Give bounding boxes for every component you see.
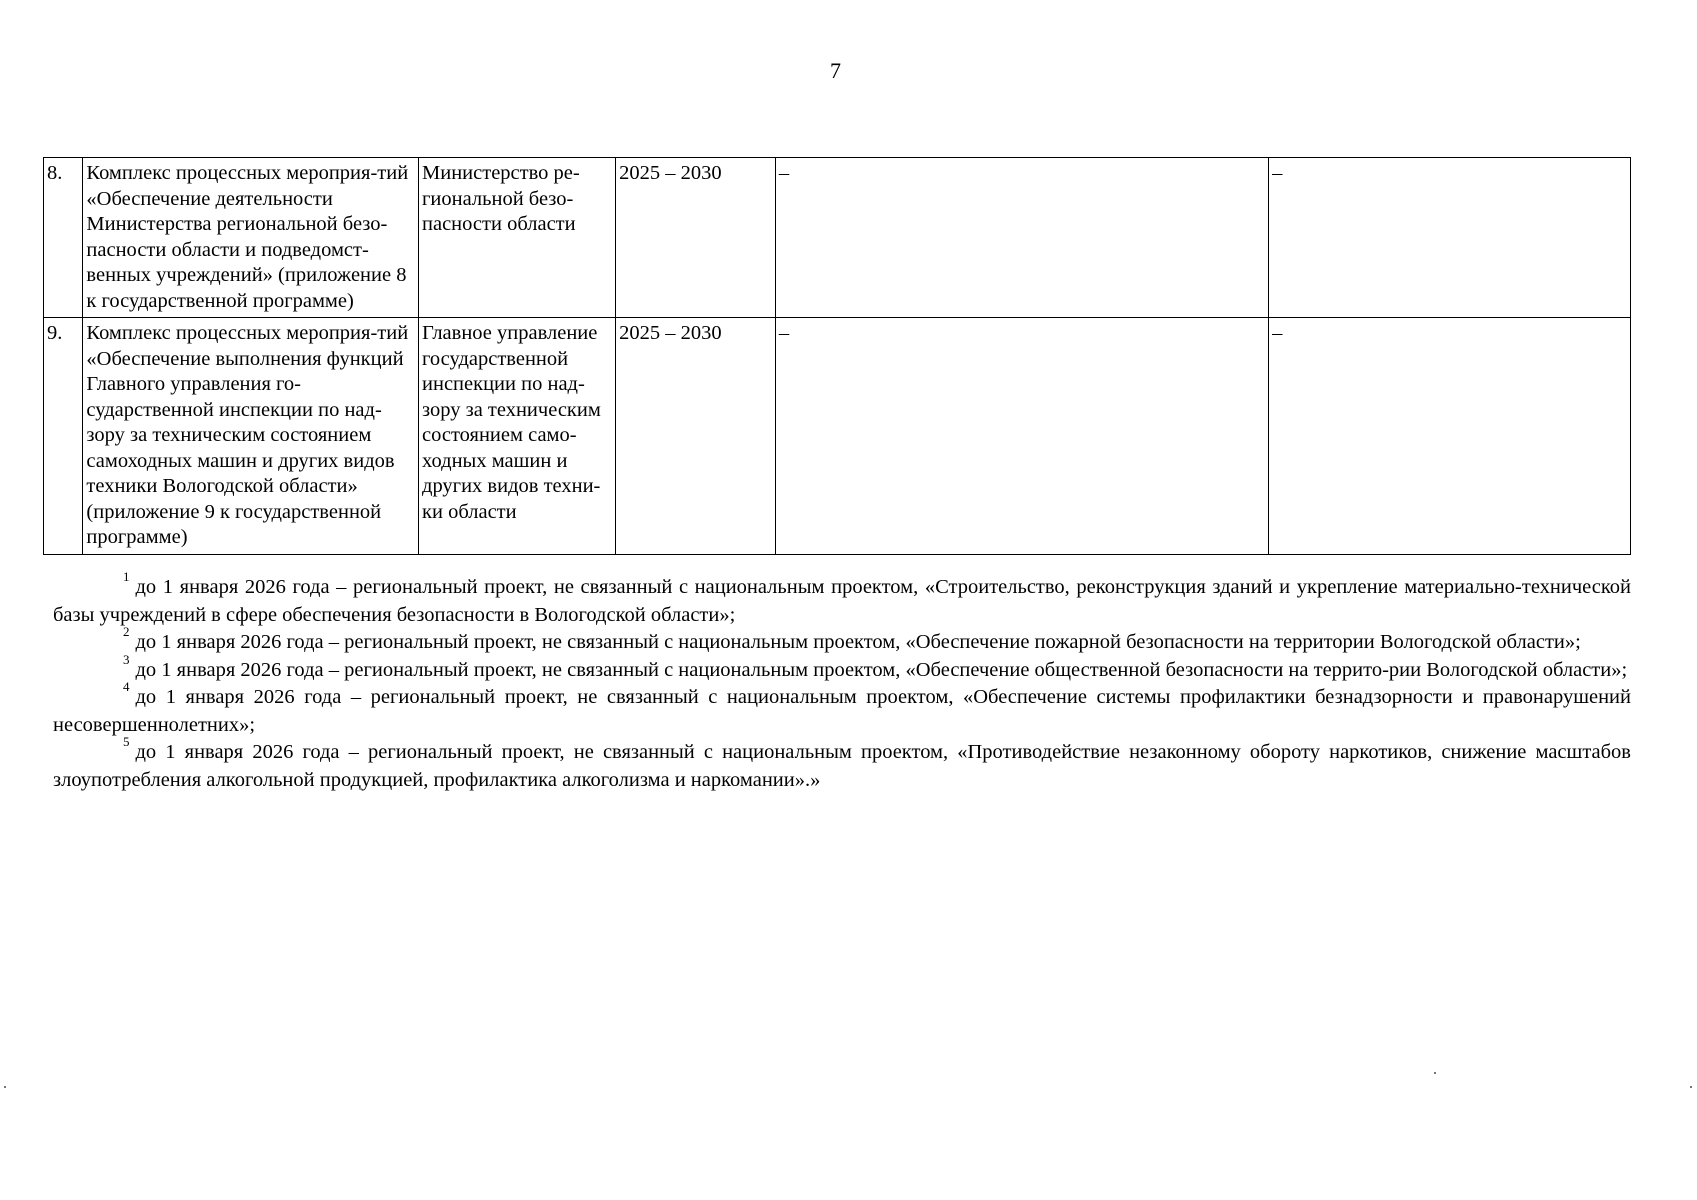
footnote-text: до 1 января 2026 года – региональный проект, не связанный с национальным проектом, «Обеспечение системы профилактики безнадзорности и правонарушений несовершеннолетних»; <box>53 686 1631 736</box>
scan-dot <box>1434 1072 1436 1074</box>
implementation-period: 2025 – 2030 <box>616 158 776 318</box>
table-row <box>44 318 1631 555</box>
scan-dot <box>1690 1086 1692 1088</box>
implementation-period: 2025 – 2030 <box>616 318 776 555</box>
row-number: 9. <box>44 318 83 555</box>
scan-dot <box>4 1086 6 1088</box>
footnote-marker: 5 <box>123 734 130 750</box>
footnote-marker: 1 <box>123 569 130 585</box>
program-table <box>43 157 1631 555</box>
note-cell: – <box>1269 318 1631 555</box>
note-cell: – <box>1269 158 1631 318</box>
footnote-text: до 1 января 2026 года – региональный проект, не связанный с национальным проектом, «Обеспечение пожарной безопасности на территории Вологодской области»; <box>135 631 1581 653</box>
footnote <box>53 679 1631 739</box>
footnote-text: до 1 января 2026 года – региональный проект, не связанный с национальным проектом, «Обеспечение общественной безопасности на террито-рии Вологодской области»; <box>135 658 1628 681</box>
page-number: 7 <box>830 58 841 83</box>
footnote-marker: 4 <box>123 679 130 695</box>
footnotes <box>53 569 1631 794</box>
footnote <box>53 651 1631 685</box>
measure-name: Комплекс процессных мероприя-тий «Обеспечение выполнения функций Главного управления го-сударственной инспекции по над-зору за техническим состоянием самоходных машин и других видов техники Вологодской области» (приложение 9 к государственной программе) <box>83 318 419 555</box>
footnote <box>53 569 1631 629</box>
row-number: 8. <box>44 158 83 318</box>
footnote <box>53 624 1631 657</box>
footnote-marker: 3 <box>123 651 130 667</box>
responsible-body: Главное управление государственной инспекции по над-зору за техническим состоянием само-ходных машин и других видов техни-ки области <box>419 318 616 555</box>
footnote <box>53 734 1631 794</box>
table-row <box>44 158 1631 318</box>
footnote-text: до 1 января 2026 года – региональный проект, не связанный с национальным проектом, «Строительство, реконструкция зданий и укрепление материально-технической базы учреждений в сфере обеспечения безопасности в Вологодской области»; <box>53 576 1631 626</box>
responsible-body: Министерство ре-гиональной безо-пасности области <box>419 158 616 318</box>
link-cell: – <box>775 318 1268 555</box>
link-cell: – <box>775 158 1268 318</box>
footnote-marker: 2 <box>123 624 130 640</box>
measure-name: Комплекс процессных мероприя-тий «Обеспечение деятельности Министерства региональной безо-пасности области и подведомст-венных учреждений» (приложение 8 к государственной программе) <box>83 158 419 318</box>
footnote-text: до 1 января 2026 года – региональный проект, не связанный с национальным проектом, «Противодействие незаконному обороту наркотиков, снижение масштабов злоупотребления алкогольной продукцией, профилактика алкоголизма и наркомании».» <box>53 741 1631 791</box>
